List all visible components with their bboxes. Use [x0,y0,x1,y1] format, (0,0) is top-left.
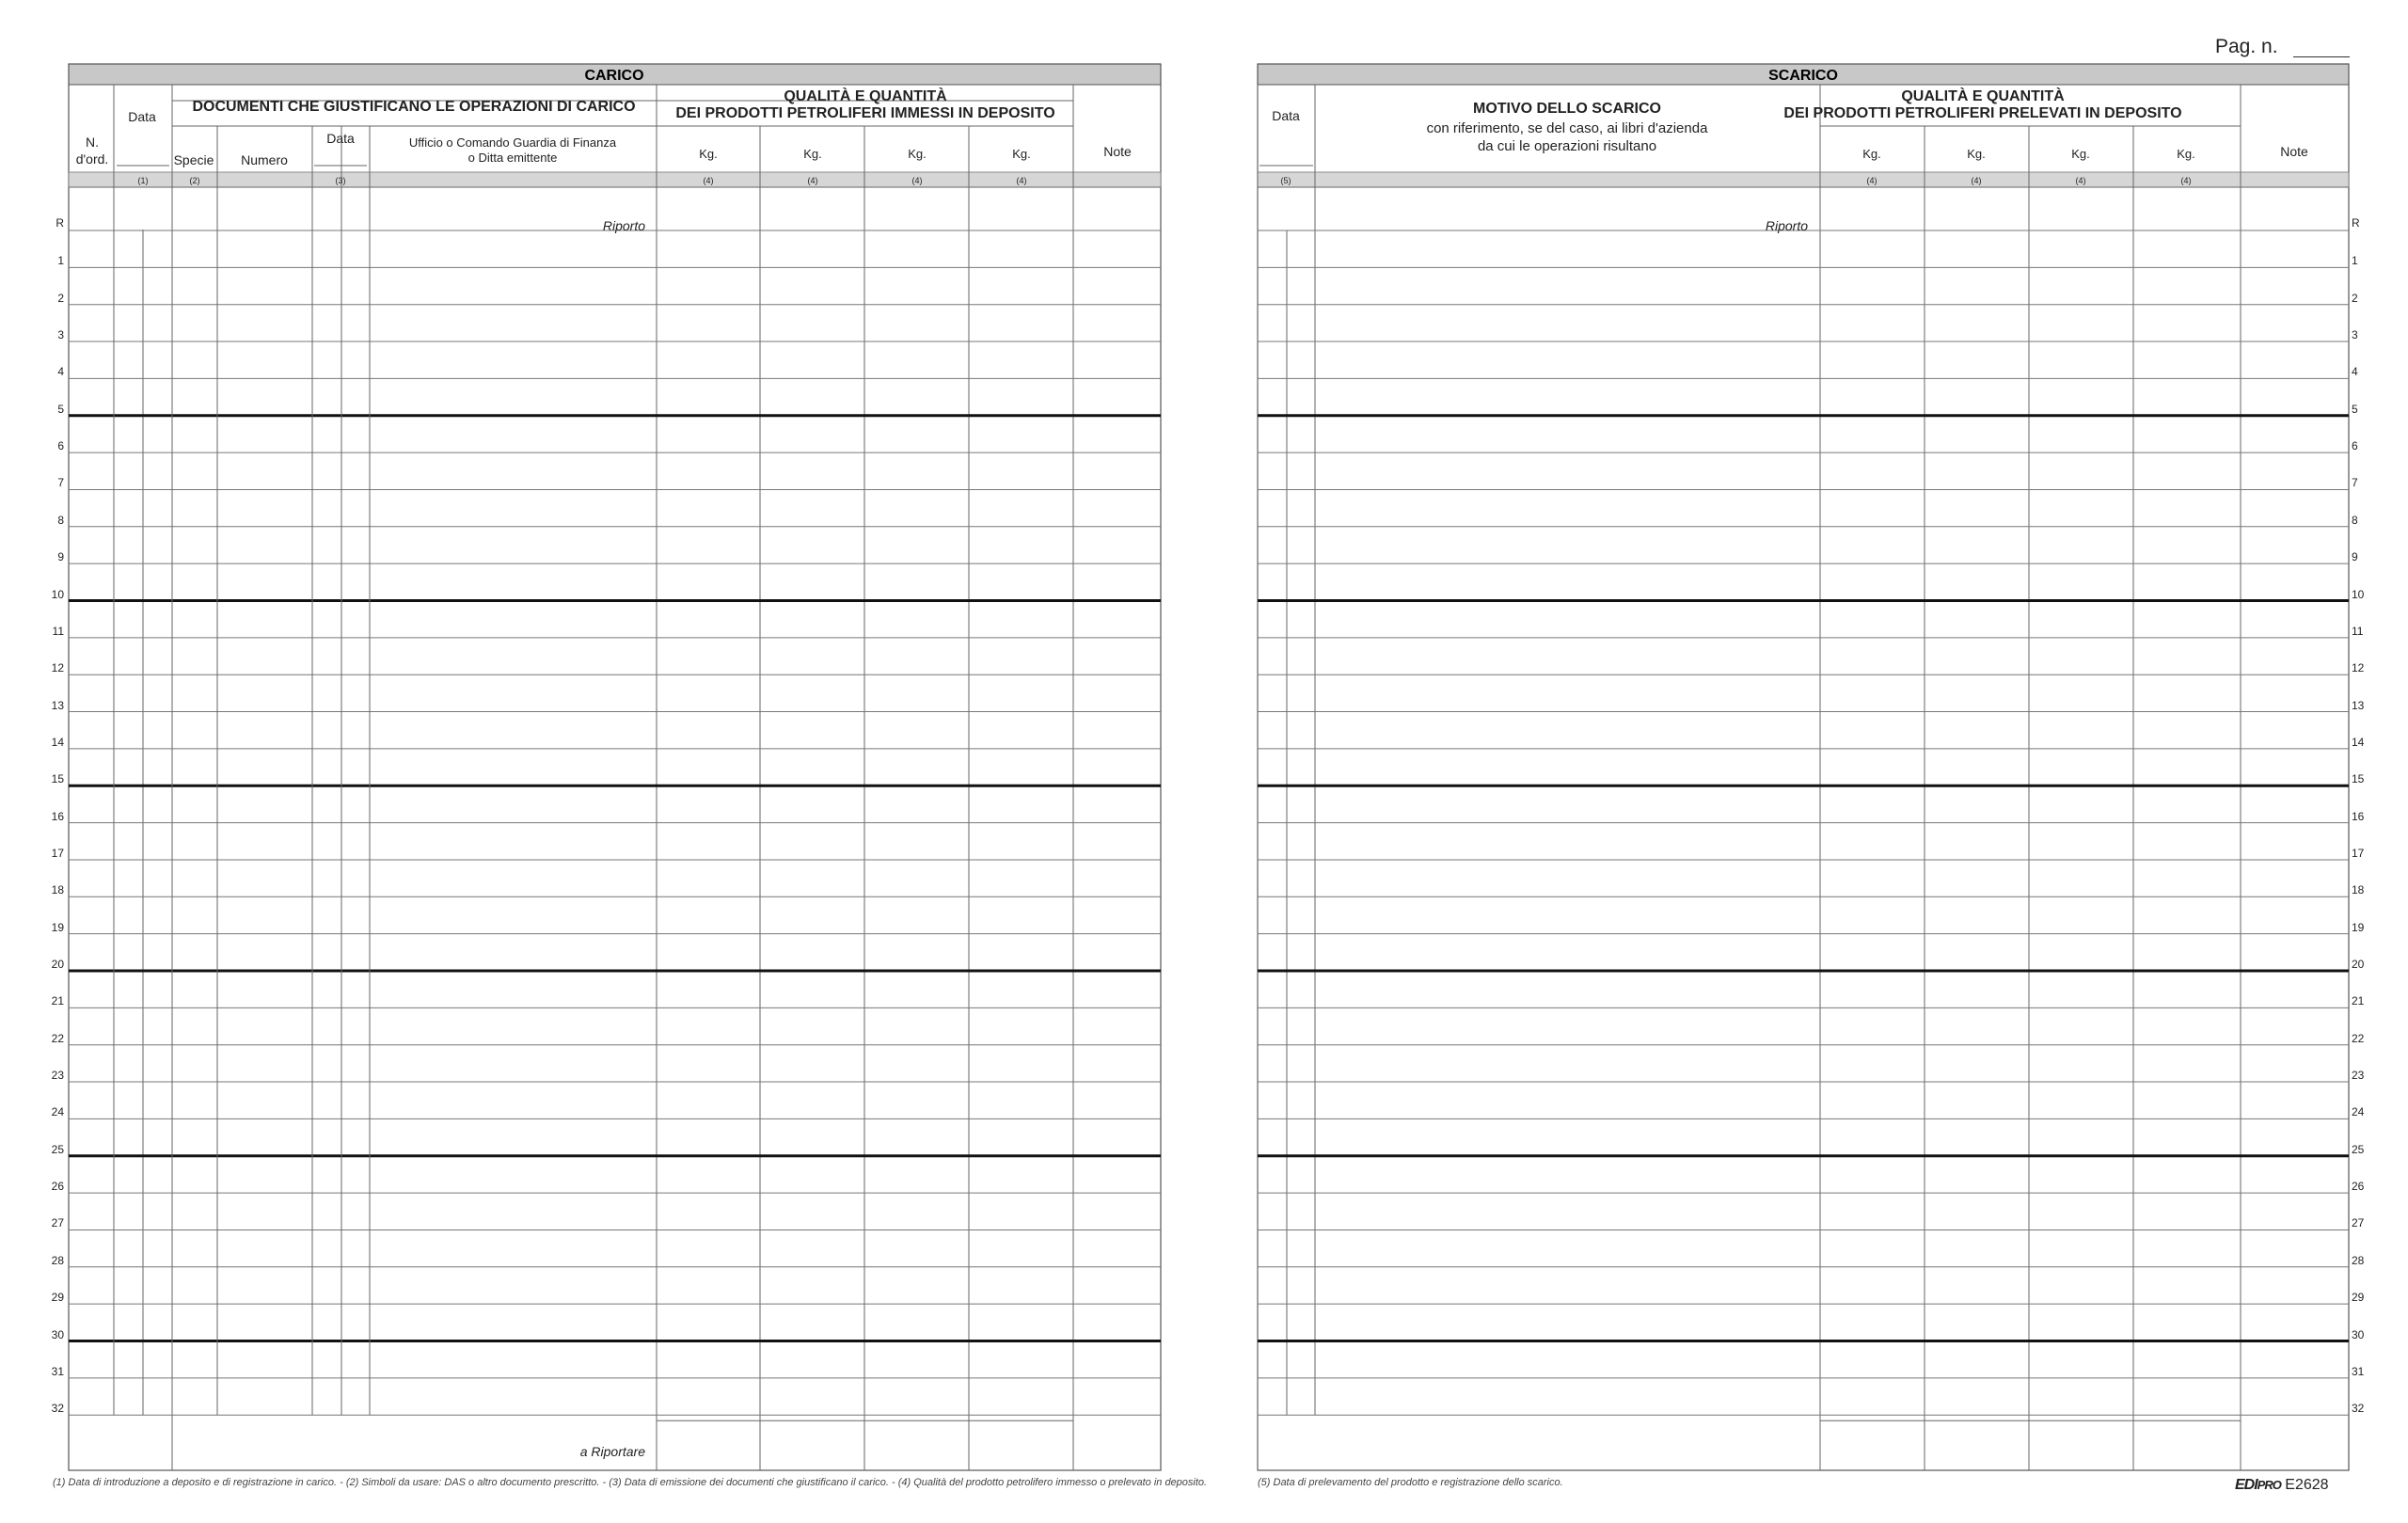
row-number: 14 [51,735,64,749]
row-number: R [55,216,64,230]
brand-logo: EDIPRO [2235,1477,2281,1493]
kg-header: Kg. [1012,147,1031,161]
row-number: 13 [51,698,64,712]
row-number: 19 [2352,920,2365,934]
motivo-sub: con riferimento, se del caso, ai libri d'azienda [1426,120,1708,136]
row-number: 31 [51,1364,64,1378]
col-header-data: Data [1272,108,1300,123]
row-number: 1 [57,254,64,268]
row-number: 31 [2352,1364,2365,1378]
row-number: 28 [2352,1253,2365,1267]
row-number: 8 [57,513,64,527]
kg-header: Kg. [2177,147,2195,161]
row-number: 10 [2352,587,2365,601]
row-number: 2 [57,291,64,305]
row-number: 2 [2352,291,2358,305]
kg-header: Kg. [1967,147,1986,161]
row-number: 7 [57,476,64,490]
row-number: 17 [51,846,64,860]
row-number: 9 [2352,550,2358,564]
row-number: 5 [57,402,64,416]
row-number: 29 [2352,1291,2365,1305]
row-number: 23 [2352,1069,2365,1083]
col-header-ufficio: o Ditta emittente [467,151,558,165]
row-number: 26 [2352,1180,2365,1194]
row-number: 20 [51,958,64,971]
row-number: 5 [2352,402,2358,416]
row-number: 8 [2352,513,2358,527]
row-number: 24 [51,1105,64,1119]
form-code: E2628 [2285,1477,2329,1493]
kg-header: Kg. [699,147,718,161]
row-number: 17 [2352,846,2365,860]
scarico-footnote: (5) Data di prelevamento del prodotto e registrazione dello scarico. [1258,1477,1563,1488]
ref-label: (4) [1866,176,1877,185]
motivo-sub: da cui le operazioni risultano [1477,138,1657,154]
ref-label: (5) [1280,176,1291,185]
row-number: 21 [2352,994,2365,1008]
ref-label: (4) [2075,176,2086,185]
page-number-label: Pag. n. [2215,36,2278,57]
ref-label: (4) [911,176,923,185]
row-number: 16 [2352,809,2365,823]
row-number: 32 [2352,1402,2365,1416]
row-number: 6 [2352,439,2358,453]
ref-label: (4) [703,176,714,185]
col-header-specie: Specie [173,152,214,167]
row-number: 25 [51,1142,64,1156]
row-number: 19 [51,920,64,934]
row-number: 25 [2352,1142,2365,1156]
riporto-label: Riporto [602,218,645,233]
row-number: 22 [2352,1031,2365,1045]
ref-label: (4) [2180,176,2192,185]
kg-header: Kg. [803,147,822,161]
row-number: 4 [57,365,64,379]
ref-label: (4) [1016,176,1027,185]
row-number: 14 [2352,735,2365,749]
row-number: 30 [51,1327,64,1341]
col-header-ufficio: Ufficio o Comando Guardia di Finanza [408,135,617,150]
row-number: 7 [2352,476,2358,490]
riporto-label: Riporto [1765,218,1808,233]
row-number: 12 [51,661,64,675]
row-number: 10 [51,587,64,601]
row-number: 32 [51,1402,64,1416]
qual-title: DEI PRODOTTI PETROLIFERI IMMESSI IN DEPOSITO [675,105,1055,121]
row-number: 23 [51,1069,64,1083]
qual-title: QUALITÀ E QUANTITÀ [784,88,947,104]
row-number: 11 [52,624,64,638]
row-number: 24 [2352,1105,2365,1119]
motivo-title: MOTIVO DELLO SCARICO [1473,101,1661,117]
row-number: 20 [2352,958,2365,971]
row-number: R [2352,216,2360,230]
row-number: 27 [2352,1216,2365,1230]
kg-header: Kg. [908,147,927,161]
row-number: 27 [51,1216,64,1230]
row-number: 28 [51,1253,64,1267]
scarico-form [1258,64,2349,1470]
row-number: 9 [57,550,64,564]
row-number: 18 [51,883,64,897]
row-number: 15 [2352,772,2365,786]
row-number: 3 [57,328,64,342]
row-number: 30 [2352,1327,2365,1341]
row-number: 16 [51,809,64,823]
qual-title: QUALITÀ E QUANTITÀ [1901,88,2065,104]
ref-label: (4) [1971,176,1982,185]
row-number: 18 [2352,883,2365,897]
carico-form [69,64,1161,1470]
col-header-data2: Data [326,131,355,146]
note-header: Note [2280,144,2308,159]
col-header-nord: N. [86,135,99,150]
row-number: 29 [51,1291,64,1305]
qual-title: DEI PRODOTTI PETROLIFERI PRELEVATI IN DEPOSITO [1783,105,2182,121]
col-header-numero: Numero [241,152,288,167]
row-number: 26 [51,1180,64,1194]
row-number: 22 [51,1031,64,1045]
kg-header: Kg. [2071,147,2090,161]
row-number: 11 [2352,624,2364,638]
note-header: Note [1103,144,1132,159]
ref-label: (1) [137,176,149,185]
row-number: 1 [2352,254,2358,268]
ref-label: (2) [189,176,200,185]
carico-footnote: (1) Data di introduzione a deposito e di registrazione in carico. - (2) Simboli da usare: DAS o altro documento prescritto. - (3) Data di emissione dei documenti che giustificano il carico. - (4) Qualità del prodotto petrolifero immesso o prelevato in deposito. [53,1477,1208,1488]
row-number: 13 [2352,698,2365,712]
row-number: 21 [51,994,64,1008]
row-number: 15 [51,772,64,786]
col-header-nord: d'ord. [75,151,109,167]
carico-title: CARICO [584,68,644,84]
brand-mark [2235,1477,2329,1494]
scarico-title: SCARICO [1768,68,1838,84]
docs-title: DOCUMENTI CHE GIUSTIFICANO LE OPERAZIONI DI CARICO [192,99,636,115]
ref-label: (4) [807,176,818,185]
a-riportare-label: a Riportare [579,1444,645,1459]
row-number: 6 [57,439,64,453]
row-number: 3 [2352,328,2358,342]
kg-header: Kg. [1862,147,1881,161]
col-header-data: Data [128,109,156,124]
row-number: 4 [2352,365,2358,379]
ref-label: (3) [335,176,346,185]
row-number: 12 [2352,661,2365,675]
